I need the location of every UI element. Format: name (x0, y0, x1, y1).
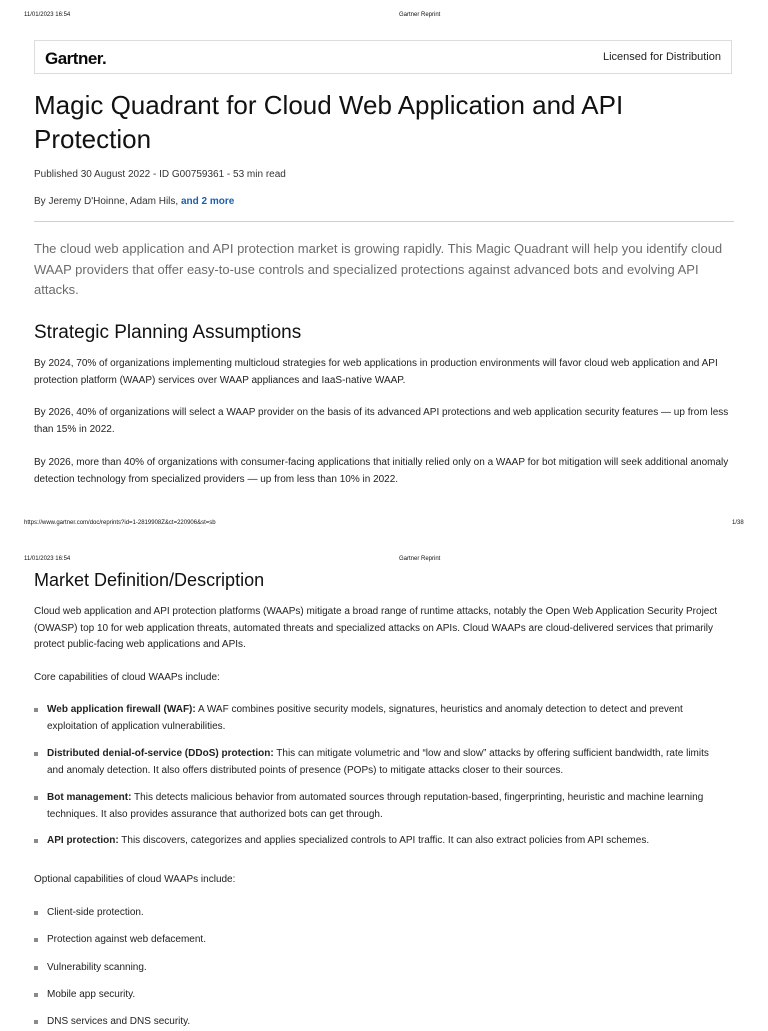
list-item-text: Vulnerability scanning. (47, 962, 147, 973)
bullet-icon (34, 839, 38, 843)
list-item-term: Distributed denial-of-service (DDoS) protection: (47, 748, 274, 759)
list-item-term: Bot management: (47, 792, 132, 803)
bullet-icon (34, 752, 38, 756)
list-item (34, 833, 724, 850)
print-header-date: 11/01/2023 16:54 (24, 12, 71, 18)
list-item (34, 932, 724, 949)
gartner-banner (34, 40, 732, 74)
bullet-icon (34, 938, 38, 942)
licensed-for-distribution: Licensed for Distribution (602, 51, 721, 63)
list-item (34, 1014, 724, 1031)
print-header-date: 11/01/2023 16:54 (24, 556, 71, 562)
section-heading-assumptions: Strategic Planning Assumptions (34, 322, 302, 343)
market-definition-paragraph: Cloud web application and API protection platforms (WAAPs) mitigate a broad range of runtime attacks, notably the Open Web Application Security Project (OWASP) top 10 for web application threats, automated threats and specialized attacks on APIs. Cloud WAAPs are cloud-delivered services that primarily protect public-facing web applications and APIs. (34, 606, 718, 650)
bullet-icon (34, 796, 38, 800)
assumption-paragraph: By 2026, more than 40% of organizations with consumer-facing applications that initially relied only on a WAAP for bot mitigation will seek additional anomaly detection technology from specialized providers — up from less than 10% in 2022. (34, 457, 729, 485)
list-item (34, 702, 724, 735)
divider (34, 221, 734, 222)
byline-authors: By Jeremy D'Hoinne, Adam Hils, (34, 196, 179, 207)
list-item-text: This can mitigate volumetric and “low and slow” attacks by offering sufficient bandwidth, rate limits and anomaly detection. It also offers distributed points of presence (POPs) to mitigate attacks closer to their sources. (47, 748, 709, 776)
list-item-text: A WAF combines positive security models, signatures, heuristics and anomaly detection to detect and prevent exploitation of application vulnerabilities. (47, 704, 683, 732)
byline (34, 196, 234, 207)
list-item-term: API protection: (47, 835, 119, 846)
list-item (34, 987, 724, 1004)
summary: The cloud web application and API protection market is growing rapidly. This Magic Quadrant will help you identify cloud WAAP providers that offer easy-to-use controls and specialized protections against advanced bots and evolving API attacks. (34, 241, 723, 297)
page-title: Magic Quadrant for Cloud Web Application and API Protection (34, 90, 624, 154)
list-item-text: Mobile app security. (47, 989, 136, 1000)
print-header-title: Gartner Reprint (399, 12, 441, 18)
optional-capabilities-intro: Optional capabilities of cloud WAAPs include: (34, 874, 236, 885)
bullet-icon (34, 993, 38, 997)
list-item (34, 790, 724, 823)
assumption-paragraph: By 2024, 70% of organizations implementing multicloud strategies for web applications in production environments will favor cloud web application and API protection platform (WAAP) services over WAAP appliances and IaaS-native WAAP. (34, 358, 718, 386)
gartner-logo[interactable]: Gartner. (45, 49, 107, 68)
list-item-text: DNS services and DNS security. (47, 1016, 191, 1027)
list-item (34, 905, 724, 922)
print-footer-url: https://www.gartner.com/doc/reprints?id=1-2819908Z&ct=220906&st=sb (24, 520, 216, 526)
print-footer-page: 1/38 (732, 520, 744, 526)
list-item-text: This discovers, categorizes and applies specialized controls to API traffic. It can also extract policies from API schemes. (118, 835, 650, 846)
list-item (34, 746, 724, 779)
bullet-icon (34, 966, 38, 970)
bullet-icon (34, 708, 38, 712)
list-item-term: Web application firewall (WAF): (47, 704, 196, 715)
bullet-icon (34, 911, 38, 915)
assumption-paragraph: By 2026, 40% of organizations will select a WAAP provider on the basis of its advanced API protections and web application security features — up from less than 15% in 2022. (34, 407, 729, 435)
list-item (34, 960, 724, 977)
more-authors-link[interactable]: and 2 more (180, 196, 235, 207)
list-item-text: Client-side protection. (47, 907, 144, 918)
core-capabilities-intro: Core capabilities of cloud WAAPs include: (34, 672, 220, 683)
section-heading-market-definition: Market Definition/Description (34, 570, 265, 590)
bullet-icon (34, 1020, 38, 1024)
print-header-title: Gartner Reprint (399, 556, 441, 562)
list-item-text: Protection against web defacement. (47, 934, 206, 945)
publication-meta: Published 30 August 2022 - ID G00759361 - 53 min read (34, 169, 286, 180)
list-item-text: This detects malicious behavior from automated sources through reputation-based, fingerprinting, heuristic and machine learning techniques. It also provides assurance that authorized bots can get through. (47, 792, 704, 820)
